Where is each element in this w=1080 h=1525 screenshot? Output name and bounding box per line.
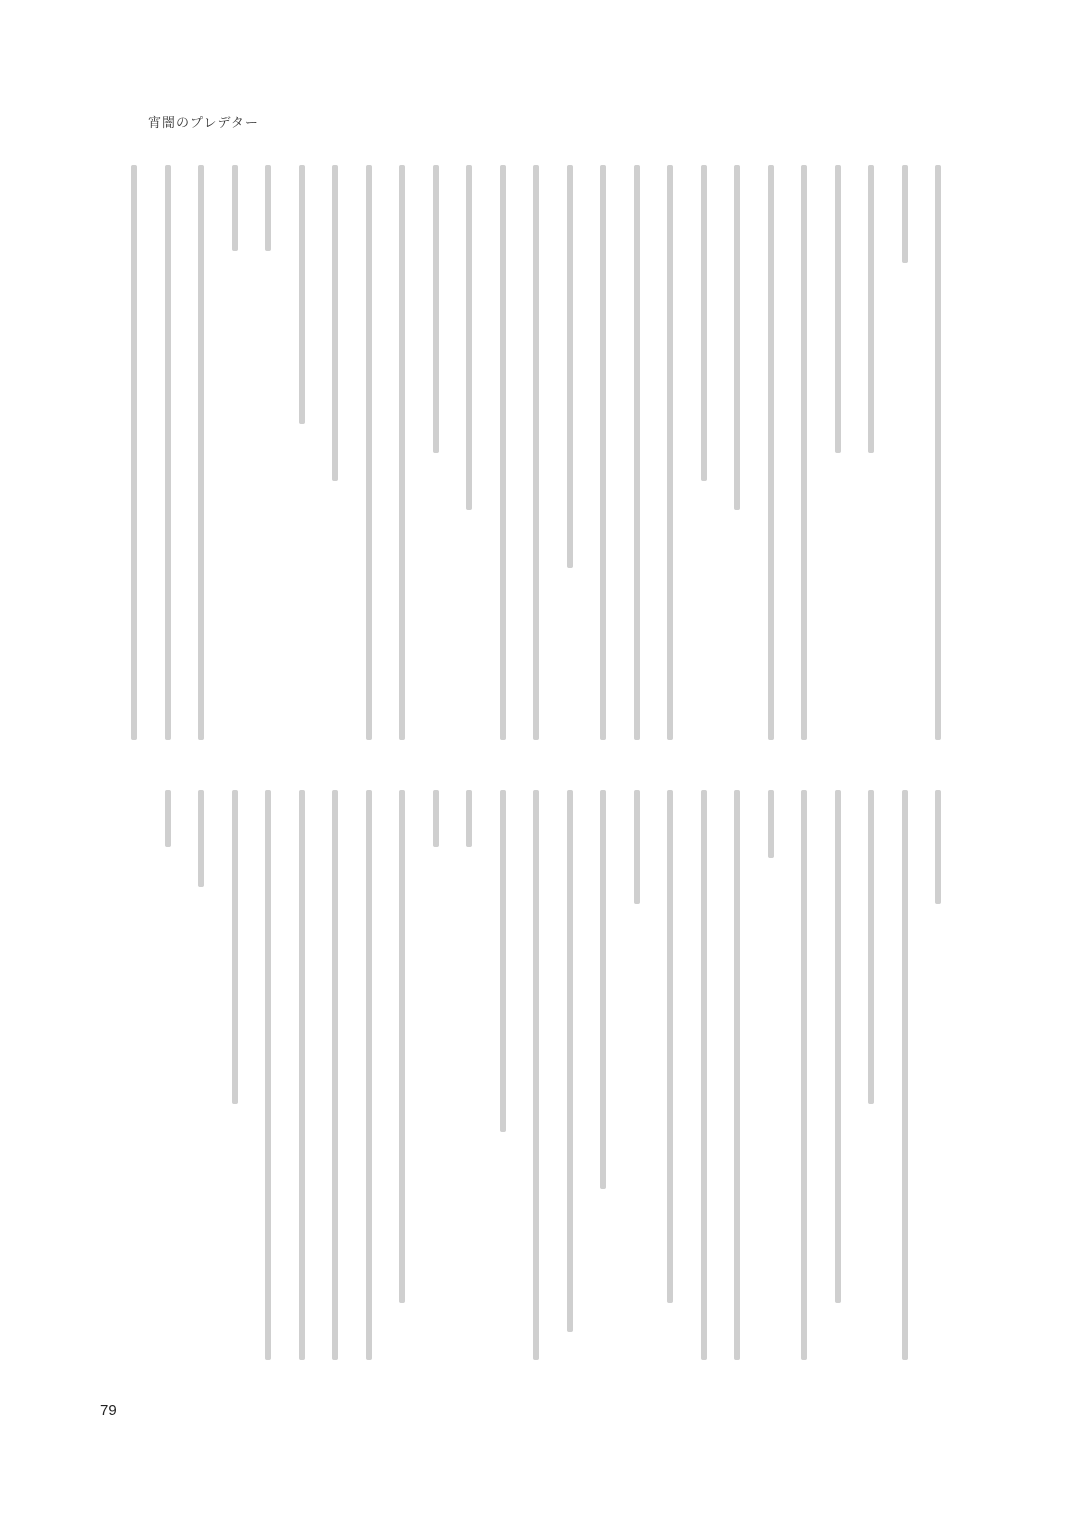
text-column-placeholder xyxy=(165,790,171,847)
text-column-placeholder xyxy=(801,790,807,1360)
text-column-placeholder xyxy=(835,790,841,1303)
text-column-placeholder xyxy=(232,165,238,251)
text-column-placeholder xyxy=(935,790,941,904)
text-column-placeholder xyxy=(567,165,573,568)
text-column-placeholder xyxy=(399,790,405,1303)
text-column-placeholder xyxy=(366,790,372,1360)
text-column-placeholder xyxy=(701,790,707,1360)
running-title: 宵闇のプレデター xyxy=(148,116,259,131)
text-column-placeholder xyxy=(768,790,774,858)
text-column-placeholder xyxy=(667,790,673,1303)
text-column-placeholder xyxy=(533,165,539,740)
text-column-placeholder xyxy=(500,165,506,740)
text-column-placeholder xyxy=(667,165,673,740)
text-column-placeholder xyxy=(165,165,171,740)
text-column-placeholder xyxy=(801,165,807,740)
text-column-placeholder xyxy=(935,165,941,740)
text-column-placeholder xyxy=(902,790,908,1360)
text-column-placeholder xyxy=(433,165,439,453)
page-number: 79 xyxy=(100,1402,117,1419)
text-column-placeholder xyxy=(533,790,539,1360)
text-column-placeholder xyxy=(768,165,774,740)
text-column-placeholder xyxy=(634,790,640,904)
text-column-placeholder xyxy=(600,165,606,740)
text-column-placeholder xyxy=(131,165,137,740)
text-column-placeholder xyxy=(868,165,874,453)
text-column-placeholder xyxy=(299,790,305,1360)
text-column-placeholder xyxy=(600,790,606,1189)
text-column-placeholder xyxy=(232,790,238,1104)
text-column-placeholder xyxy=(701,165,707,481)
text-column-placeholder xyxy=(265,165,271,251)
text-column-placeholder xyxy=(567,790,573,1332)
text-column-placeholder xyxy=(366,165,372,740)
text-column-placeholder xyxy=(466,790,472,847)
text-column-placeholder xyxy=(332,165,338,481)
text-column-placeholder xyxy=(332,790,338,1360)
text-column-placeholder xyxy=(868,790,874,1104)
text-column-placeholder xyxy=(198,790,204,887)
text-column-placeholder xyxy=(265,790,271,1360)
text-column-placeholder xyxy=(399,165,405,740)
text-column-placeholder xyxy=(466,165,472,510)
text-column-placeholder xyxy=(734,790,740,1360)
text-column-placeholder xyxy=(634,165,640,740)
text-tier-bottom xyxy=(170,790,945,1365)
text-column-placeholder xyxy=(902,165,908,263)
text-column-placeholder xyxy=(433,790,439,847)
text-tier-top xyxy=(170,165,945,745)
text-column-placeholder xyxy=(198,165,204,740)
text-column-placeholder xyxy=(500,790,506,1132)
text-column-placeholder xyxy=(299,165,305,424)
text-column-placeholder xyxy=(835,165,841,453)
text-column-placeholder xyxy=(734,165,740,510)
